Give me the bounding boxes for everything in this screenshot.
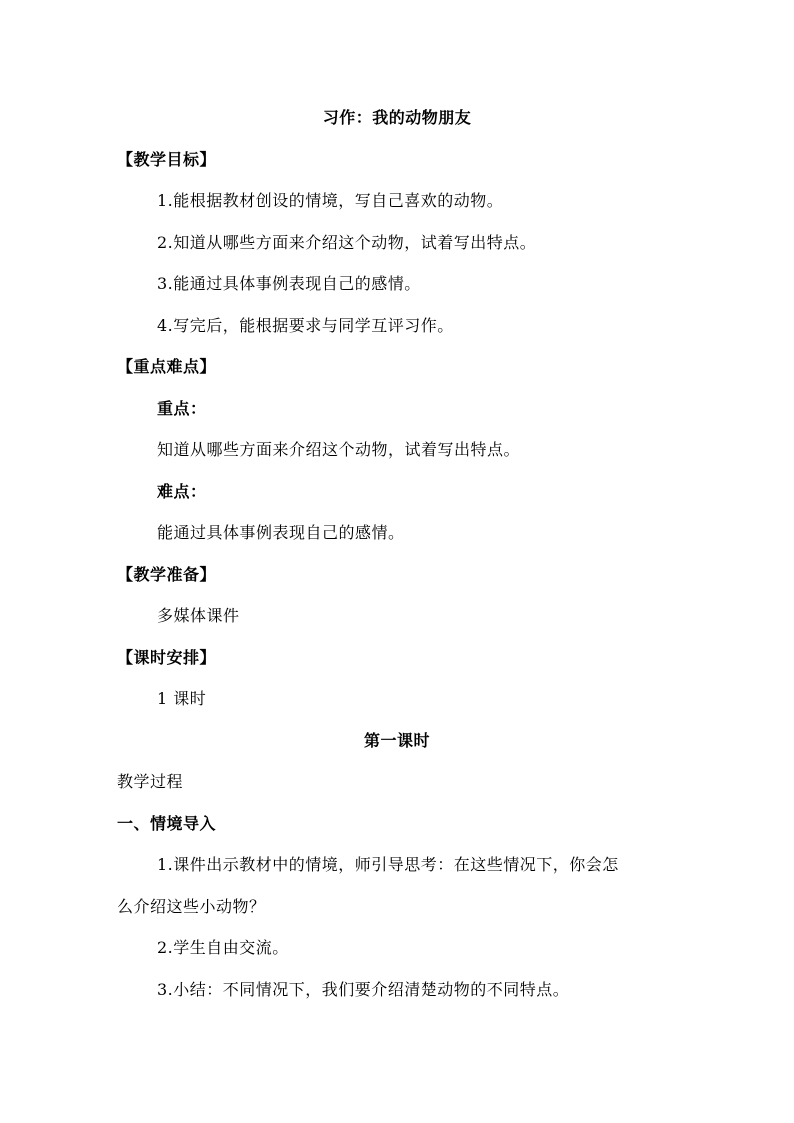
goals-heading: 【教学目标】 — [117, 150, 217, 169]
key-point-label: 重点： — [157, 399, 207, 418]
step2: 2.学生自由交流。 — [157, 938, 289, 957]
section1-heading: 一、情境导入 — [117, 814, 217, 833]
schedule-text: 1 课时 — [157, 689, 207, 708]
goal-item-4: 4.写完后，能根据要求与同学互评习作。 — [157, 316, 454, 335]
step1-line1: 1.课件出示教材中的情境，师引导思考：在这些情况下，你会怎 — [157, 855, 619, 874]
process-label: 教学过程 — [117, 772, 184, 791]
difficulty-label: 难点： — [157, 482, 207, 501]
focus-heading: 【重点难点】 — [117, 357, 217, 376]
step3: 3.小结：不同情况下，我们要介绍清楚动物的不同特点。 — [157, 980, 570, 999]
preparation-heading: 【教学准备】 — [117, 565, 217, 584]
goal-item-3: 3.能通过具体事例表现自己的感情。 — [157, 274, 421, 293]
goal-item-1: 1.能根据教材创设的情境，写自己喜欢的动物。 — [157, 191, 504, 210]
step1-line2: 么介绍这些小动物？ — [117, 897, 266, 916]
preparation-text: 多媒体课件 — [157, 606, 240, 625]
lesson-title: 第一课时 — [363, 731, 430, 750]
schedule-heading: 【课时安排】 — [117, 648, 217, 667]
goal-item-2: 2.知道从哪些方面来介绍这个动物，试着写出特点。 — [157, 233, 537, 252]
key-point-text: 知道从哪些方面来介绍这个动物，试着写出特点。 — [157, 440, 521, 459]
difficulty-text: 能通过具体事例表现自己的感情。 — [157, 523, 405, 542]
document-title: 习作：我的动物朋友 — [322, 108, 472, 127]
